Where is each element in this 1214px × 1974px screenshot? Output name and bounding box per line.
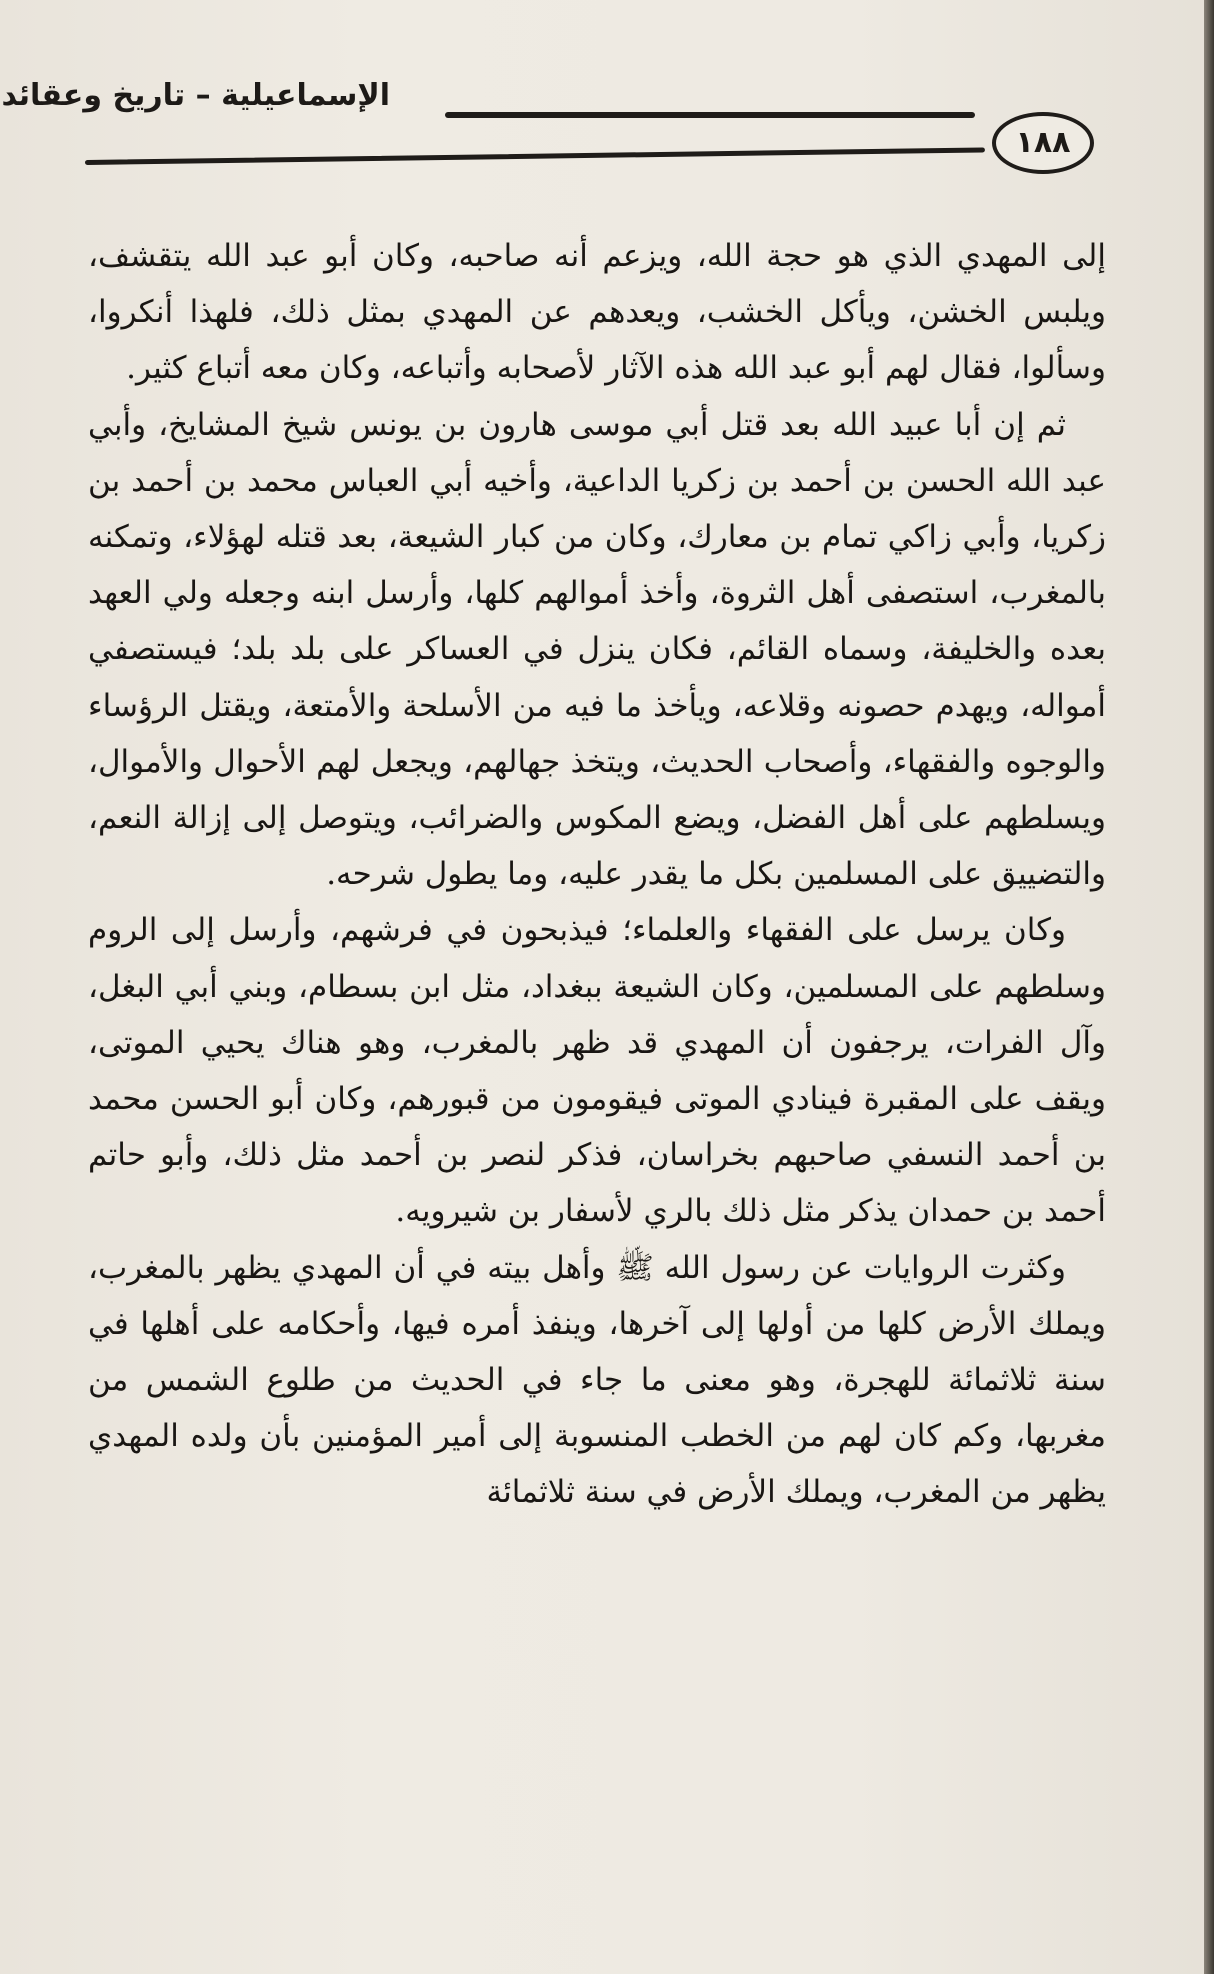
page-header	[0, 0, 1204, 205]
page-number-badge	[992, 112, 1094, 174]
paragraph-4: وكثرت الروايات عن رسول الله ﷺ وأهل بيته في أن المهدي يظهر بالمغرب، ويملك الأرض كلها من أولها إلى آخرها، وينفذ أمره فيها، وأحكامه على أهلها في سنة ثلاثمائة للهجرة، وهو معنى ما جاء في الحديث من طلوع الشمس من مغربها، وكم كان لهم من الخطب المنسوبة إلى أمير المؤمنين بأن ولده المهدي يظهر من المغرب، ويملك الأرض في سنة ثلاثمائة	[88, 1249, 1106, 1511]
header-rule-top	[445, 112, 975, 118]
running-title: الإسماعيلية – تاريخ وعقائد	[1, 78, 390, 113]
header-rule-bottom	[85, 147, 985, 165]
body-text	[88, 228, 1106, 1521]
paragraph-1: إلى المهدي الذي هو حجة الله، ويزعم أنه صاحبه، وكان أبو عبد الله يتقشف، ويلبس الخشن، ويأكل الخشب، ويعدهم عن المهدي بمثل ذلك، فلهذا أنكروا، وسألوا، فقال لهم أبو عبد الله هذه الآثار لأصحابه وأتباعه، وكان معه أتباع كثير.	[88, 238, 1106, 387]
paragraph-3: وكان يرسل على الفقهاء والعلماء؛ فيذبحون في فرشهم، وأرسل إلى الروم وسلطهم على المسلمين، وكان الشيعة ببغداد، مثل ابن بسطام، وبني أبي البغل، وآل الفرات، يرجفون أن المهدي قد ظهر بالمغرب، وهو هناك يحيي الموتى، ويقف على المقبرة فينادي الموتى فيقومون من قبورهم، وكان أبو الحسن محمد بن أحمد النسفي صاحبهم بخراسان، فذكر لنصر بن أحمد مثل ذلك، وأبو حاتم أحمد بن حمدان يذكر مثل ذلك بالري لأسفار بن شيرويه.	[88, 912, 1106, 1230]
page-number: ١٨٨	[1015, 125, 1071, 160]
paragraph-2: ثم إن أبا عبيد الله بعد قتل أبي موسى هارون بن يونس شيخ المشايخ، وأبي عبد الله الحسن بن أحمد بن زكريا الداعية، وأخيه أبي العباس محمد بن أحمد بن زكريا، وأبي زاكي تمام بن معارك، وكان من كبار الشيعة، بعد قتله لهؤلاء، وتمكنه بالمغرب، استصفى أهل الثروة، وأخذ أموالهم كلها، وأرسل ابنه وجعله ولي العهد بعده والخليفة، وسماه القائم، فكان ينزل في العساكر على بلد بلد؛ فيستصفي أمواله، ويهدم حصونه وقلاعه، ويأخذ ما فيه من الأسلحة والأمتعة، ويقتل الرؤساء والوجوه والفقهاء، وأصحاب الحديث، ويتخذ جهالهم، ويجعل لهم الأحوال والأموال، ويسلطهم على أهل الفضل، ويضع المكوس والضرائب، ويتوصل إلى إزالة النعم، والتضييق على المسلمين بكل ما يقدر عليه، وما يطول شرحه.	[88, 406, 1106, 893]
page-edge-shadow	[1204, 0, 1214, 1974]
